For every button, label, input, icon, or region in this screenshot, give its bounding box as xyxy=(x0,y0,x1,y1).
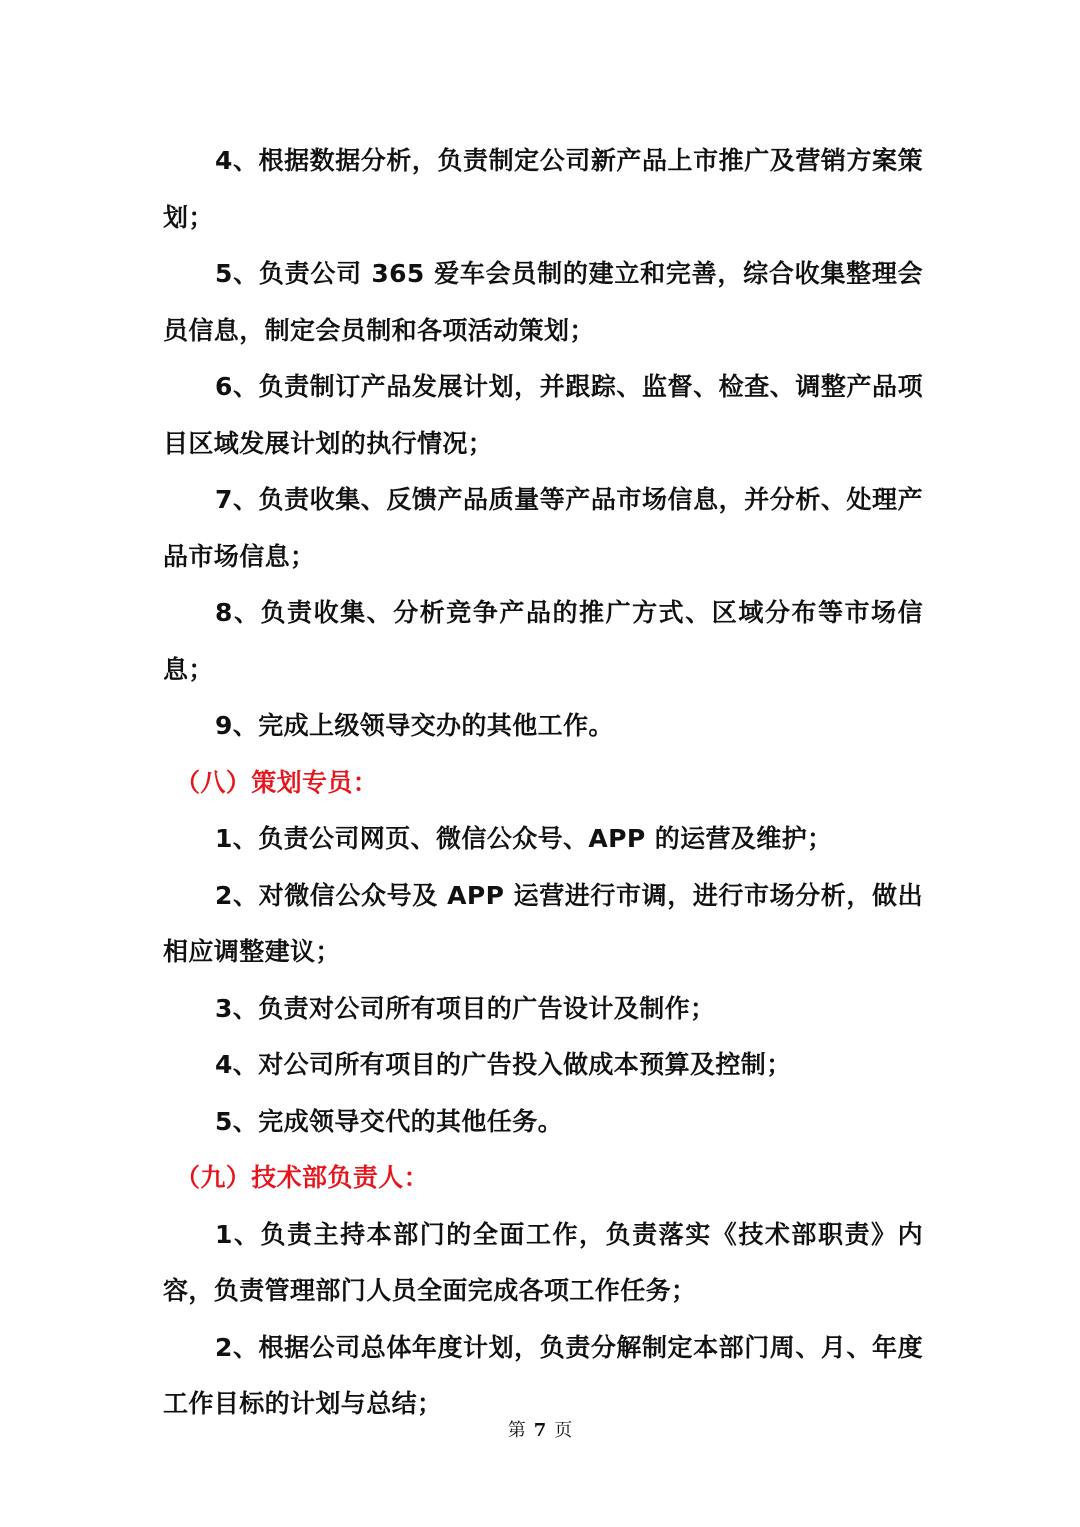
list-item: 6、负责制订产品发展计划，并跟踪、监督、检查、调整产品项目区域发展计划的执行情况； xyxy=(163,372,923,458)
page-body xyxy=(163,133,923,1433)
list-item: 4、根据数据分析，负责制定公司新产品上市推广及营销方案策划； xyxy=(163,146,923,232)
list-item: 2、对微信公众号及 APP 运营进行市调，进行市场分析，做出相应调整建议； xyxy=(163,880,923,966)
section-heading: （九）技术部负责人： xyxy=(175,1163,430,1192)
list-item: 2、根据公司总体年度计划，负责分解制定本部门周、月、年度工作目标的计划与总结； xyxy=(163,1332,923,1418)
list-item: 5、完成领导交代的其他任务。 xyxy=(215,1106,563,1136)
list-item: 8、负责收集、分析竞争产品的推广方式、区域分布等市场信息； xyxy=(163,598,923,684)
section-heading: （八）策划专员： xyxy=(175,767,379,797)
list-item: 9、完成上级领导交办的其他工作。 xyxy=(215,711,614,740)
page-footer xyxy=(0,1416,1080,1442)
page-number: 7 xyxy=(533,1420,547,1441)
page-label-suffix: 页 xyxy=(554,1420,573,1441)
list-item: 1、负责主持本部门的全面工作，负责落实《技术部职责》内容，负责管理部门人员全面完成各项工作任务； xyxy=(163,1219,923,1305)
list-item: 4、对公司所有项目的广告投入做成本预算及控制； xyxy=(215,1050,792,1079)
list-item: 3、负责对公司所有项目的广告设计及制作； xyxy=(215,993,716,1023)
list-item: 5、负责公司 365 爱车会员制的建立和完善，综合收集整理会员信息，制定会员制和各项活动策划； xyxy=(163,259,923,345)
page-label-prefix: 第 xyxy=(507,1420,526,1441)
list-item: 1、负责公司网页、微信公众号、APP 的运营及维护； xyxy=(215,824,833,853)
list-item: 7、负责收集、反馈产品质量等产品市场信息，并分析、处理产品市场信息； xyxy=(163,485,923,571)
